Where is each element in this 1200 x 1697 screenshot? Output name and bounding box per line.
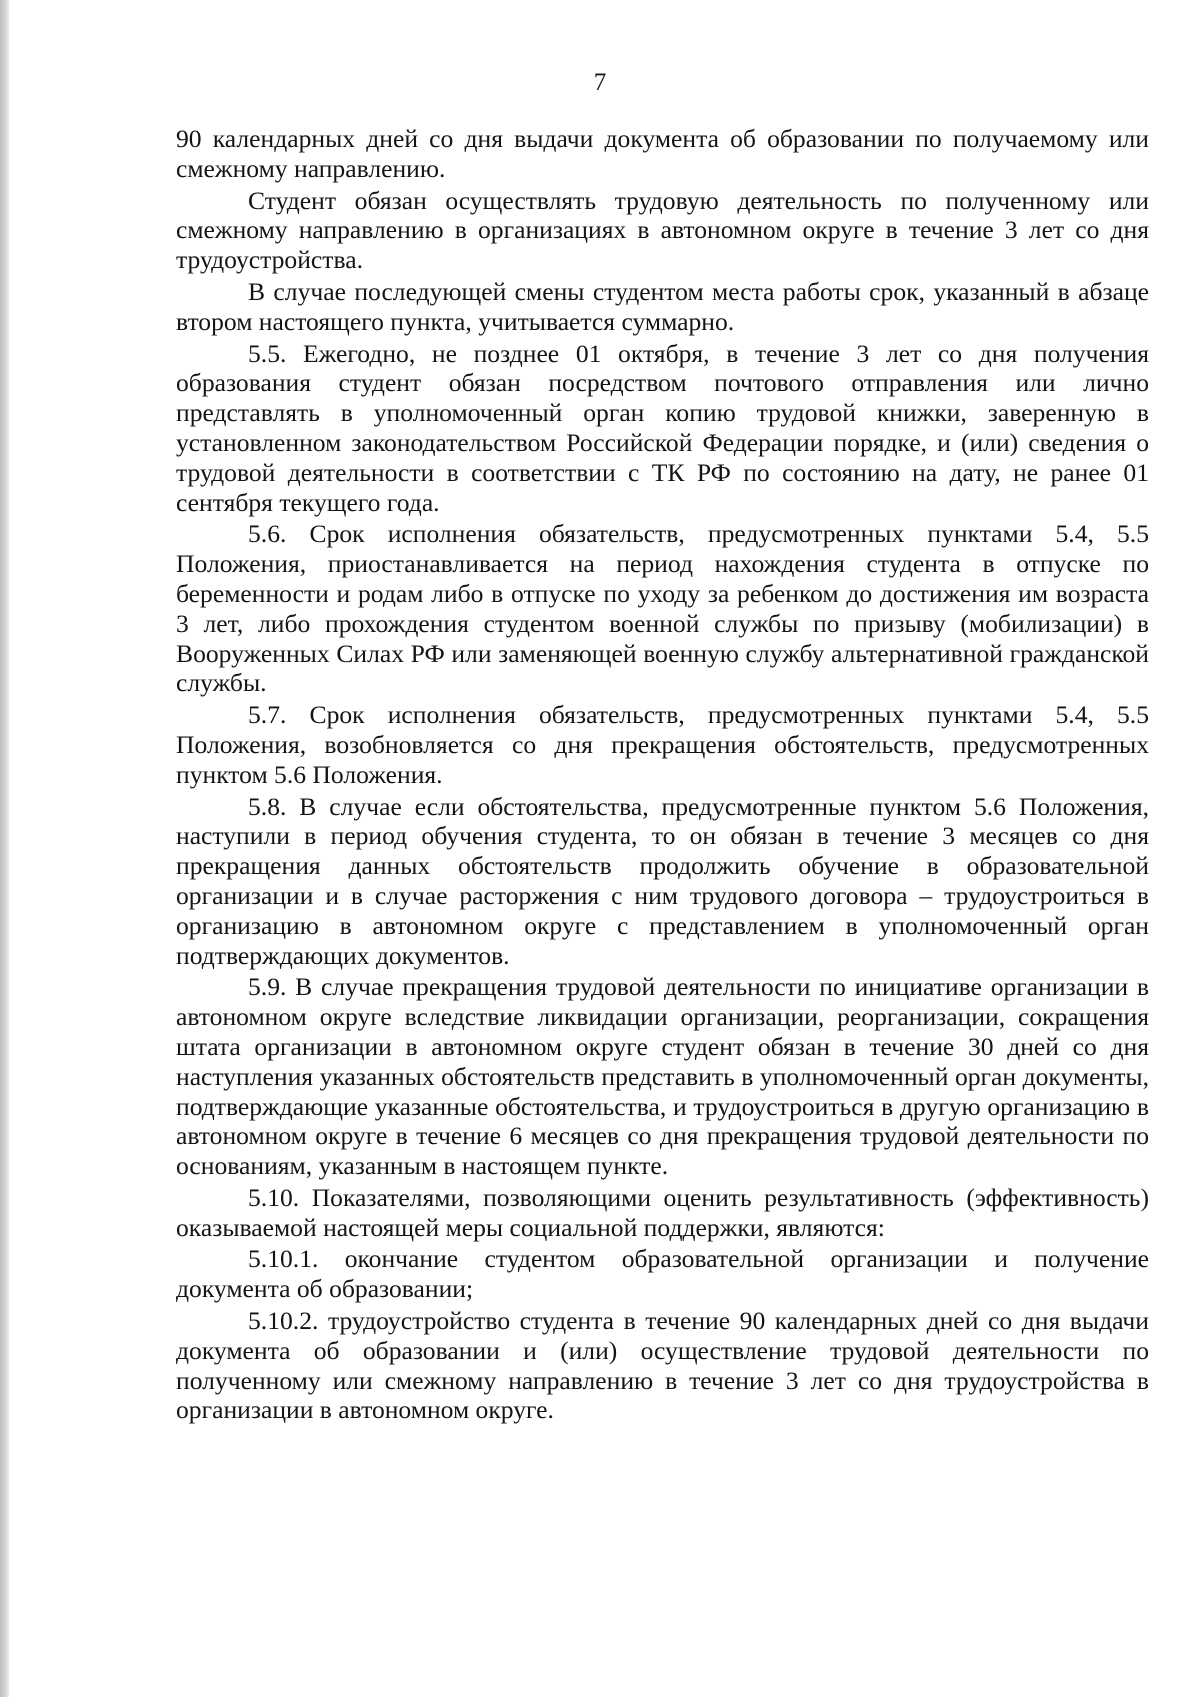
paragraph-5-8: 5.8. В случае если обстоятельства, предусмотренные пунктом 5.6 Положения, наступили в период обучения студента, то он обязан в течение 3 месяцев со дня прекращения данных обстоятельств продолжить обучение в образовательной организации и в случае расторжения с ним трудового договора – трудоустроиться в организацию в автономном округе с представлением в уполномоченный орган подтверждающих документов.: [176, 791, 1149, 970]
paragraph-continuation: 90 календарных дней со дня выдачи документа об образовании по получаемому или смежному направлению.: [176, 124, 1149, 183]
paragraph-work-obligation: Студент обязан осуществлять трудовую деятельность по полученному или смежному направлению в организациях в автономном округе в течение 3 лет со дня трудоустройства.: [176, 185, 1149, 275]
paragraph-5-10-2: 5.10.2. трудоустройство студента в течение 90 календарных дней со дня выдачи документа об образовании и (или) осуществление трудовой деятельности по полученному или смежному направлению в течение 3 лет со дня трудоустройства в организации в автономном округе.: [176, 1306, 1149, 1425]
paragraph-5-10: 5.10. Показателями, позволяющими оценить результативность (эффективность) оказываемой настоящей меры социальной поддержки, являются:: [176, 1182, 1149, 1242]
paragraph-5-6: 5.6. Срок исполнения обязательств, предусмотренных пунктами 5.4, 5.5 Положения, приостанавливается на период нахождения студента в отпуске по беременности и родам либо в отпуске по уходу за ребенком до достижения им возраста 3 лет, либо прохождения студентом военной службы по призыву (мобилизации) в Вооруженных Силах РФ или заменяющей военную службу альтернативной гражданской службы.: [176, 519, 1149, 698]
paragraph-5-10-1: 5.10.1. окончание студентом образовательной организации и получение документа об образовании;: [176, 1244, 1149, 1304]
paragraph-5-7: 5.7. Срок исполнения обязательств, предусмотренных пунктами 5.4, 5.5 Положения, возобновляется со дня прекращения обстоятельств, предусмотренных пунктом 5.6 Положения.: [176, 700, 1149, 789]
page-number: 7: [593, 69, 607, 96]
paragraph-job-change: В случае последующей смены студентом места работы срок, указанный в абзаце втором настоящего пункта, учитывается суммарно.: [176, 276, 1149, 336]
paragraph-5-9: 5.9. В случае прекращения трудовой деятельности по инициативе организации в автономном округе вследствие ликвидации организации, реорганизации, сокращения штата организации в автономном округе студент обязан в течение 30 дней со дня наступления указанных обстоятельств представить в уполномоченный орган документы, подтверждающие указанные обстоятельства, и трудоустроиться в другую организацию в автономном округе в течение 6 месяцев со дня прекращения трудовой деятельности по основаниям, указанным в настоящем пункте.: [176, 972, 1149, 1181]
paragraph-5-5: 5.5. Ежегодно, не позднее 01 октября, в течение 3 лет со дня получения образования студент обязан посредством почтового отправления или лично представлять в уполномоченный орган копию трудовой книжки, заверенную в установленном законодательством Российской Федерации порядке, и (или) сведения о трудовой деятельности в соответствии с ТК РФ по состоянию на дату, не ранее 01 сентября текущего года.: [176, 338, 1149, 517]
document-body: [176, 124, 1149, 1427]
